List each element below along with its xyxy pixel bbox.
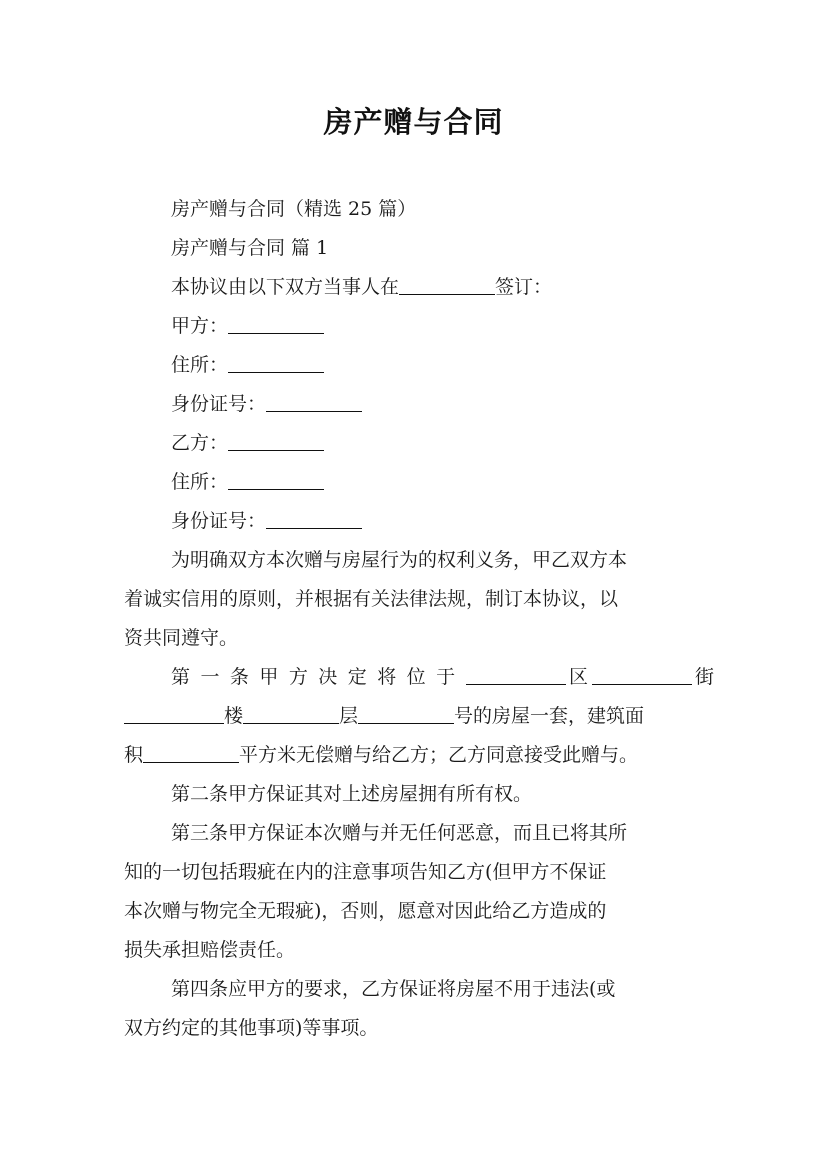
building-blank (243, 701, 339, 724)
party-a-id-label: 身份证号： (171, 393, 267, 415)
party-b-address-blank (228, 467, 324, 490)
signing-place-blank (399, 272, 495, 295)
party-a-id-blank (266, 389, 362, 412)
party-a-label: 甲方： (171, 315, 229, 337)
intro-text-end: 签订： (495, 276, 553, 298)
document-title: 房产赠与合同 (323, 105, 504, 139)
article-1-text: 号的房屋一套，建筑面 (454, 705, 645, 727)
district-label: 区 (565, 666, 592, 688)
article-1-text: 第一条甲方决定将位于 (171, 666, 466, 688)
article-1-line-3 (124, 736, 714, 775)
party-b-address-line (124, 463, 714, 502)
party-b-line (124, 424, 714, 463)
party-b-address-label: 住所： (171, 471, 229, 493)
document-body (124, 190, 714, 1048)
section-heading: 房产赠与合同 篇 1 (171, 237, 329, 259)
party-a-address-label: 住所： (171, 354, 229, 376)
purpose-line: 着诚实信用的原则，并根据有关法律法规，制订本协议，以 (124, 588, 619, 610)
article-3-line: 损失承担赔偿责任。 (124, 939, 296, 961)
party-a-blank (228, 311, 324, 334)
article-2: 第二条甲方保证其对上述房屋拥有所有权。 (171, 783, 533, 805)
article-1-line-1 (124, 658, 714, 697)
document-subtitle: 房产赠与合同（精选 25 篇） (171, 198, 417, 220)
party-b-id-blank (266, 506, 362, 529)
party-a-address-line (124, 346, 714, 385)
floor-blank (358, 701, 454, 724)
purpose-line: 为明确双方本次赠与房屋行为的权利义务，甲乙双方本 (171, 549, 628, 571)
party-b-blank (228, 428, 324, 451)
party-b-id-line (124, 502, 714, 541)
building-label: 楼 (224, 705, 244, 727)
street-blank (124, 701, 224, 724)
party-a-address-blank (228, 350, 324, 373)
party-b-label: 乙方： (171, 432, 229, 454)
article-1-text: 平方米无偿赠与给乙方；乙方同意接受此赠与。 (239, 744, 639, 766)
article-4-line: 双方约定的其他事项)等事项。 (124, 1017, 379, 1039)
article-4-line: 第四条应甲方的要求，乙方保证将房屋不用于违法(或 (171, 978, 616, 1000)
party-b-id-label: 身份证号： (171, 510, 267, 532)
district-blank (592, 662, 692, 685)
article-3-line: 本次赠与物完全无瑕疵)，否则，愿意对因此给乙方造成的 (124, 900, 607, 922)
intro-line (124, 268, 714, 307)
area-label: 积 (124, 744, 144, 766)
area-blank (143, 740, 239, 763)
street-label: 街 (691, 666, 714, 688)
intro-text: 本协议由以下双方当事人在 (171, 276, 400, 298)
purpose-line: 资共同遵守。 (124, 627, 239, 649)
floor-label: 层 (339, 705, 359, 727)
location-blank (466, 662, 566, 685)
article-3-line: 第三条甲方保证本次赠与并无任何恶意，而且已将其所 (171, 822, 628, 844)
article-3-line: 知的一切包括瑕疵在内的注意事项告知乙方(但甲方不保证 (124, 861, 607, 883)
article-1-line-2 (124, 697, 714, 736)
party-a-line (124, 307, 714, 346)
party-a-id-line (124, 385, 714, 424)
